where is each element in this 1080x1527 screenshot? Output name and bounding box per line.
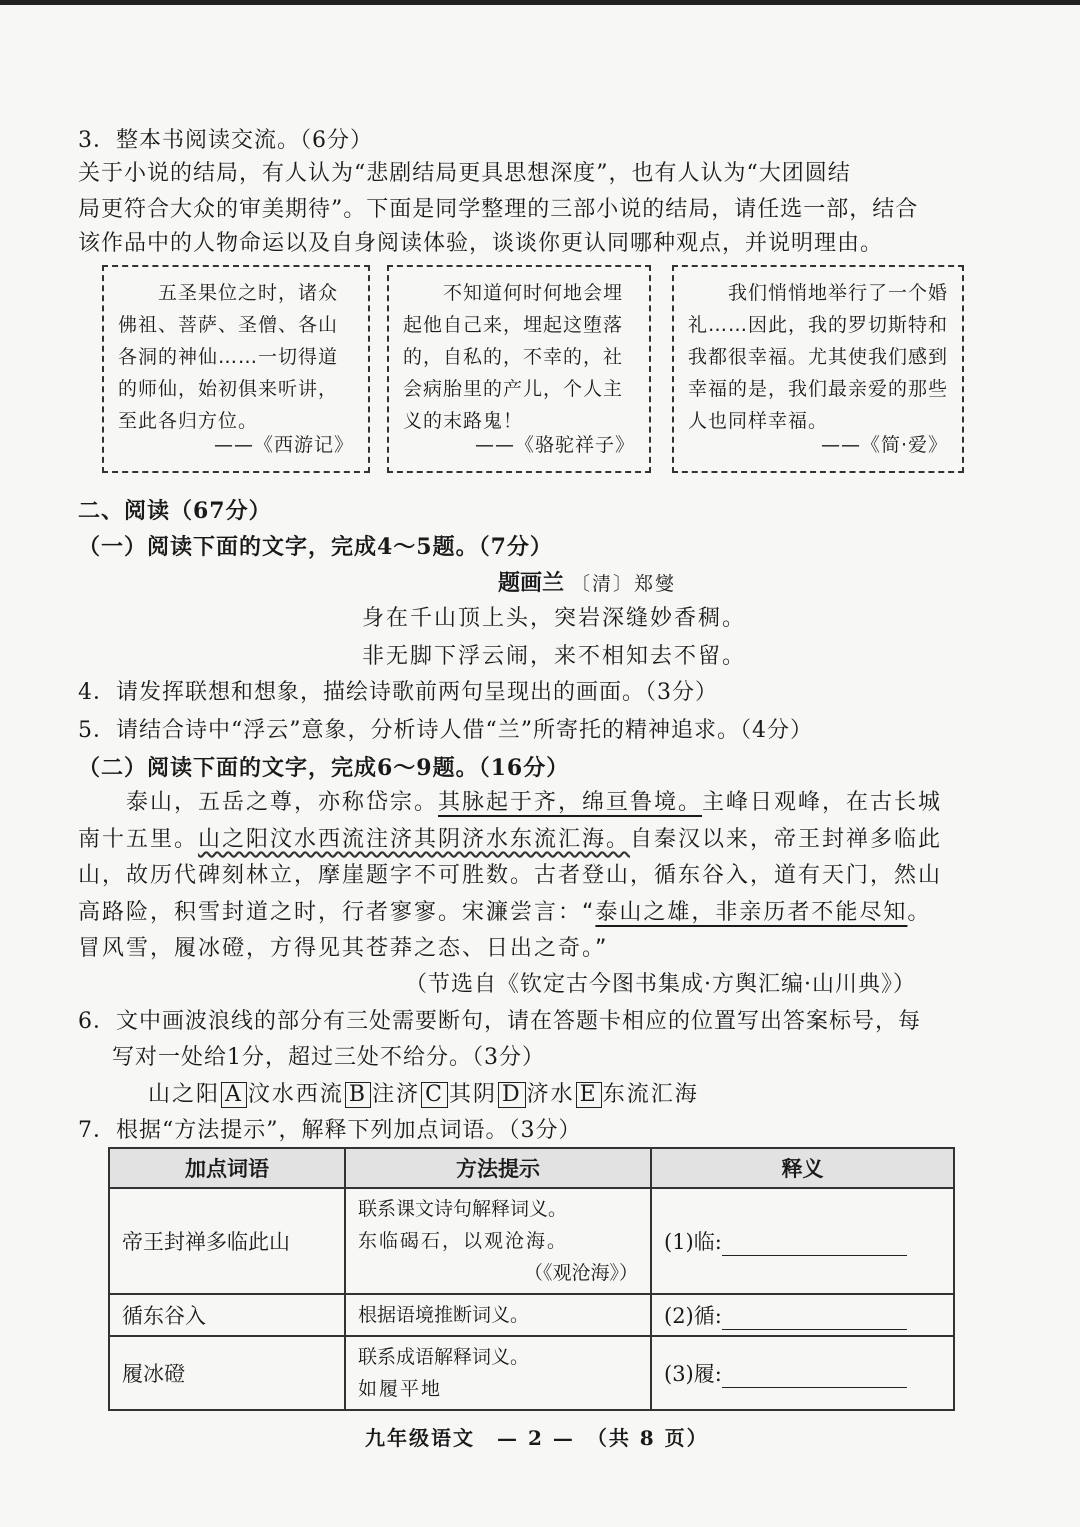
q3-paragraph-line1: 关于小说的结局，有人认为“悲剧结局更具思想深度”，也有人认为“大团圆结	[78, 161, 851, 186]
method-hint	[345, 1294, 651, 1336]
underlined-sentence: 其脉起于齐，绵亘鲁境。	[438, 790, 703, 815]
part2-heading: （二）阅读下面的文字，完成6～9题。（16分）	[78, 755, 570, 781]
hint-line: 根据语境推断词义。	[358, 1304, 530, 1326]
passage-source: （节选自《钦定古今图书集成·方舆汇编·山川典》）	[405, 972, 916, 997]
passage-text: 。	[907, 900, 932, 925]
segment-text: 山之阳	[148, 1082, 221, 1107]
q6-line-1: 6．文中画波浪线的部分有三处需要断句，请在答题卡相应的位置写出答案标号，每	[78, 1009, 921, 1034]
passage-line-4	[78, 896, 931, 930]
excerpt-box-jianai	[672, 265, 964, 473]
passage-text: 南十五里。	[78, 827, 199, 852]
poem-author: 〔清〕郑燮	[571, 573, 677, 595]
hint-line: 联系课文诗句解释词义。	[358, 1198, 568, 1220]
passage-text: 自秦汉以来，帝王封禅多临此	[630, 827, 943, 852]
poem-title-line	[498, 566, 676, 597]
q4-text: 4．请发挥联想和想象，描绘诗歌前两句呈现出的画面。（3分）	[78, 680, 718, 705]
column-header-meaning: 释义	[651, 1148, 954, 1188]
table-header-row	[109, 1148, 954, 1188]
method-hint	[345, 1188, 651, 1294]
hint-source: （《观沧海》）	[523, 1262, 638, 1284]
answer-cell	[651, 1188, 954, 1294]
passage-text: 泰山，五岳之尊，亦称岱宗。	[78, 790, 439, 815]
segment-text: 汶水西流	[247, 1082, 344, 1107]
excerpt-text: 五圣果位之时，诸众佛祖、菩萨、圣僧、各山各洞的神仙……一切得道的师仙，始初俱来听讲，至此各归方位。	[118, 282, 339, 432]
table-row	[109, 1188, 954, 1294]
answer-blank[interactable]	[722, 1367, 907, 1388]
q7-table	[108, 1147, 955, 1411]
column-header-word: 加点词语	[109, 1148, 345, 1188]
excerpt-source: ——《骆驼祥子》	[474, 434, 635, 456]
excerpt-box-luotuoxiangzi	[387, 265, 651, 473]
dotted-phrase: 帝王封禅多临此山	[109, 1188, 345, 1294]
q6-line-2: 写对一处给1分，超过三处不给分。（3分）	[112, 1045, 545, 1070]
underlined-quote: 泰山之雄，非亲历者不能尽知	[595, 900, 908, 925]
wavy-underlined-sentence: 山之阳汶水西流注济其阴济水东流汇海。	[198, 827, 631, 852]
break-label-c: C	[421, 1082, 448, 1108]
answer-label: (1)临:	[664, 1230, 722, 1254]
page-footer: 九年级语文 — 2 — （共 8 页）	[365, 1426, 709, 1450]
answer-label: (3)履:	[664, 1362, 722, 1386]
segment-text: 济水	[526, 1082, 575, 1107]
passage-line-3: 山，故历代碑刻林立，摩崖题字不可胜数。古者登山，循东谷入，道有天门，然山	[78, 863, 943, 888]
answer-blank[interactable]	[722, 1235, 907, 1256]
hint-line: 东临碣石，以观沧海。	[358, 1230, 569, 1252]
passage-text: 高路险，积雪封道之时，行者寥寥。宋濂尝言：“	[78, 900, 596, 925]
table-row	[109, 1336, 954, 1410]
column-header-hint: 方法提示	[345, 1148, 651, 1188]
excerpt-source: ——《简·爱》	[820, 434, 948, 456]
poem-title: 题画兰	[498, 570, 565, 596]
poem-line-2: 非无脚下浮云闹，来不相知去不留。	[362, 644, 747, 669]
passage-line-1	[78, 786, 942, 820]
hint-line: 如履平地	[358, 1378, 443, 1400]
excerpt-text: 我们悄悄地举行了一个婚礼……因此，我的罗切斯特和我都很幸福。尤其使我们感到幸福的是，我们最亲爱的那些人也同样幸福。	[688, 282, 949, 432]
passage-line-2	[78, 823, 942, 857]
q3-title: 3．整本书阅读交流。（6分）	[78, 128, 373, 153]
section2-title: 二、阅读（67分）	[78, 498, 272, 524]
answer-cell	[651, 1294, 954, 1336]
break-label-e: E	[576, 1082, 602, 1108]
method-hint	[345, 1336, 651, 1410]
page-top-border	[0, 0, 1080, 5]
excerpt-box-xiyouji	[102, 265, 370, 473]
answer-label: (2)循:	[664, 1304, 722, 1328]
q7-title: 7．根据“方法提示”，解释下列加点词语。（3分）	[78, 1118, 582, 1143]
segment-text: 其阴	[448, 1082, 497, 1107]
q5-text: 5．请结合诗中“浮云”意象，分析诗人借“兰”所寄托的精神追求。（4分）	[78, 718, 813, 743]
segment-text: 东流汇海	[602, 1082, 699, 1107]
excerpt-source: ——《西游记》	[213, 434, 354, 456]
passage-line-5: 冒风雪，履冰磴，方得见其苍莽之态、日出之奇。”	[78, 936, 609, 961]
break-label-a: A	[221, 1082, 247, 1108]
hint-line: 联系成语解释词义。	[358, 1346, 530, 1368]
dotted-phrase: 履冰磴	[109, 1336, 345, 1410]
break-label-b: B	[345, 1082, 371, 1108]
table-row	[109, 1294, 954, 1336]
excerpt-text: 不知道何时何地会埋起他自己来，埋起这堕落的，自私的，不幸的，社会病胎里的产儿，个人主义的末路鬼！	[403, 282, 624, 432]
part1-heading: （一）阅读下面的文字，完成4～5题。（7分）	[78, 534, 553, 560]
answer-cell	[651, 1336, 954, 1410]
dotted-phrase: 循东谷入	[109, 1294, 345, 1336]
q6-segmented-sentence	[148, 1078, 699, 1112]
poem-line-1: 身在千山顶上头，突岩深缝妙香稠。	[362, 606, 747, 631]
q3-paragraph-line2: 局更符合大众的审美期待”。下面是同学整理的三部小说的结局，请任选一部，结合	[78, 197, 919, 222]
q3-paragraph-line3: 该作品中的人物命运以及自身阅读体验，谈谈你更认同哪种观点，并说明理由。	[78, 231, 884, 256]
answer-blank[interactable]	[722, 1309, 907, 1330]
segment-text: 注济	[372, 1082, 421, 1107]
passage-text: 主峰日观峰，在古长城	[702, 790, 943, 815]
break-label-d: D	[498, 1082, 526, 1108]
